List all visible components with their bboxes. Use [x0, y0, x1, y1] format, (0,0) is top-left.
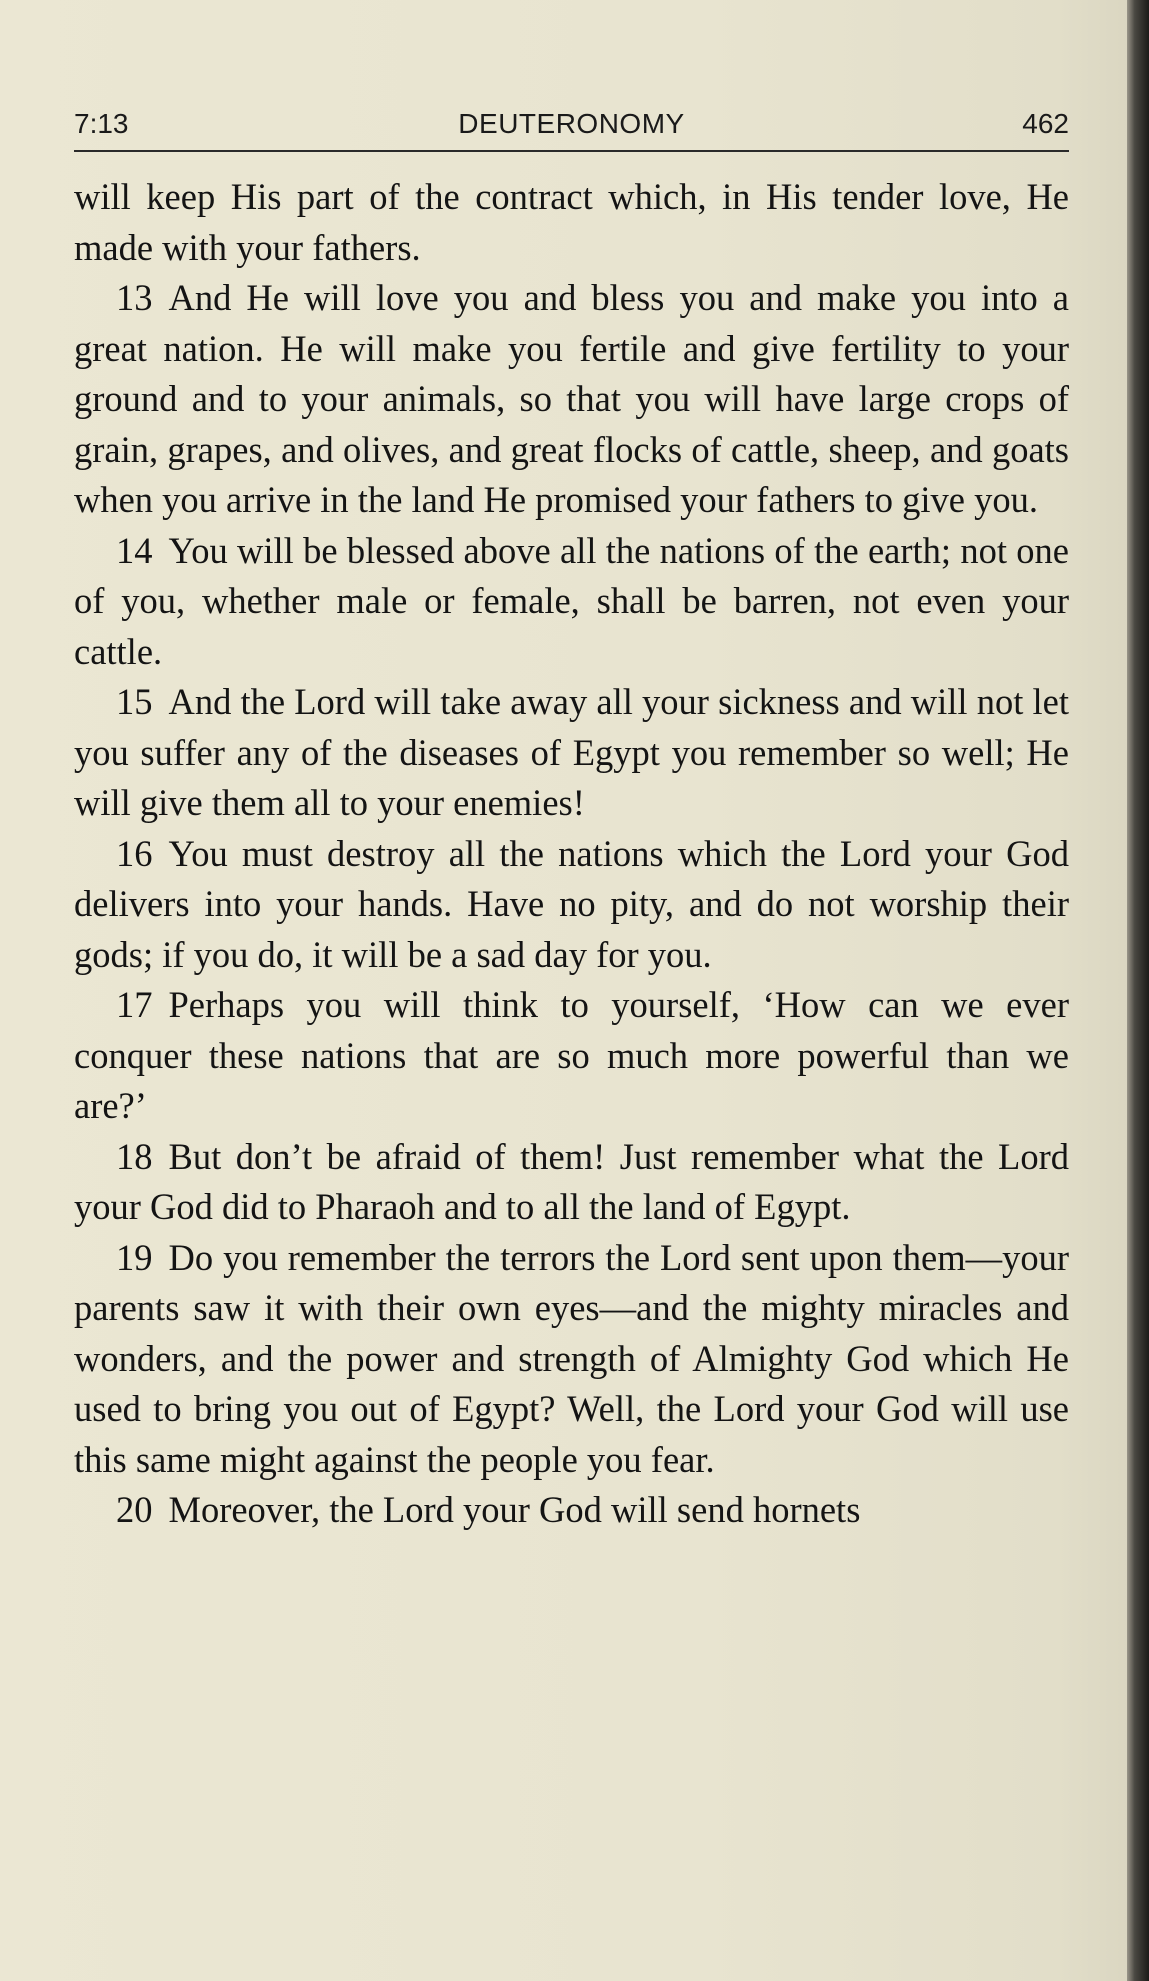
book-title: DEUTERONOMY [458, 108, 685, 139]
verse-number: 16 [116, 832, 153, 874]
verse-18 [74, 1132, 1069, 1233]
verse-text: Perhaps you will think to yourself, ‘How can we ever conquer these nations that are so much more powerful than we are?’ [74, 984, 1069, 1126]
verse-number: 18 [116, 1135, 153, 1177]
verse-number: 13 [116, 277, 153, 318]
body-text [74, 172, 1069, 1536]
verse-text: Moreover, the Lord your God will send hornets [168, 1489, 861, 1530]
binding-edge-shadow [1127, 0, 1149, 1981]
verse-16 [74, 829, 1069, 981]
verse-text: You must destroy all the nations which the Lord your God delivers into your hands. Have no pity, and do not worship their gods; if you do, it will be a sad day for you. [74, 832, 1069, 975]
continuation-paragraph: will keep His part of the contract which, in His tender love, He made with your fathers. [74, 176, 1069, 268]
verse-number: 14 [116, 529, 153, 571]
verse-text: And the Lord will take away all your sickness and will not let you suffer any of the diseases of Egypt you remember so well; He will give them all to your enemies! [74, 681, 1069, 823]
verse-14 [74, 526, 1069, 678]
verse-text: And He will love you and bless you and make you into a great nation. He will make you fertile and give fertility to your ground and to your animals, so that you will have large crops of grain, grapes, and olives, and great flocks of cattle, sheep, and goats when you arrive in the land He promised your fathers to give you. [74, 277, 1069, 520]
header-rule [74, 150, 1069, 152]
verse-17 [74, 980, 1069, 1132]
verse-19 [74, 1233, 1069, 1486]
verse-number: 17 [116, 984, 153, 1025]
verse-20 [74, 1485, 1069, 1536]
verse-13 [74, 273, 1069, 526]
page-number: 462 [1022, 108, 1069, 139]
verse-text: You will be blessed above all the nations of the earth; not one of you, whether male or female, shall be barren, not even your cattle. [74, 529, 1069, 672]
running-header [74, 108, 1069, 154]
verse-15 [74, 677, 1069, 829]
verse-text: But don’t be afraid of them! Just remember what the Lord your God did to Pharaoh and to all the land of Egypt. [74, 1135, 1069, 1227]
chapter-verse-reference: 7:13 [74, 108, 129, 139]
verse-number: 20 [116, 1489, 153, 1530]
verse-number: 15 [116, 681, 153, 722]
verse-number: 19 [116, 1236, 153, 1278]
verse-text: Do you remember the terrors the Lord sent upon them—your parents saw it with their own eyes—and the mighty miracles and wonders, and the power and strength of Almighty God which He used to bring you out of Egypt? Well, the Lord your God will use this same might against the people you fear. [74, 1236, 1069, 1480]
